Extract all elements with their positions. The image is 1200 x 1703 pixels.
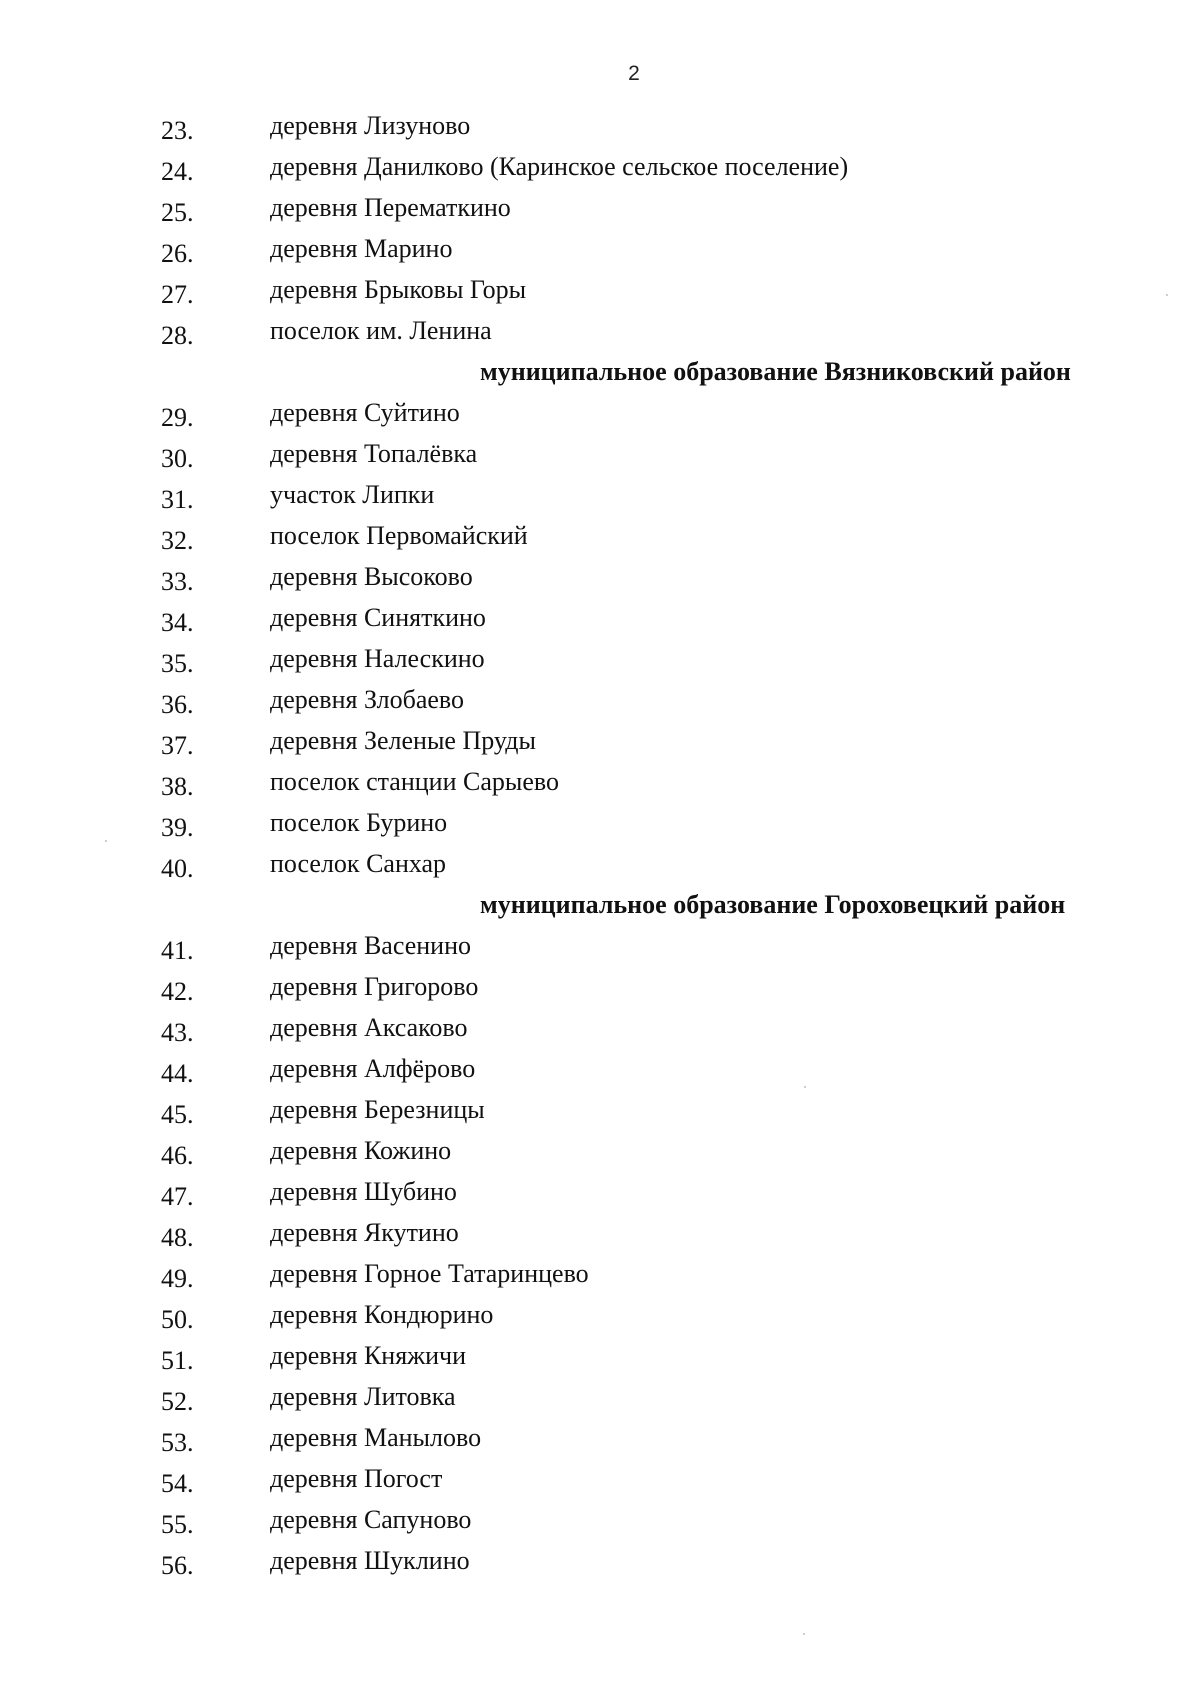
- item-number: 43.: [161, 1018, 194, 1047]
- section-heading: муниципальное образование Вязниковский район: [480, 357, 1071, 386]
- settlement-name: деревня Литовка: [270, 1382, 456, 1411]
- settlement-name: деревня Высоково: [270, 562, 473, 591]
- item-number: 23.: [161, 116, 194, 145]
- page-number: 2: [628, 62, 640, 85]
- list-item: [0, 433, 1200, 474]
- item-number: 39.: [161, 813, 194, 842]
- settlement-name: деревня Шуклино: [270, 1546, 470, 1575]
- settlement-name: деревня Синяткино: [270, 603, 486, 632]
- list-item: [0, 310, 1200, 351]
- settlement-name: деревня Григорово: [270, 972, 479, 1001]
- settlement-name: поселок им. Ленина: [270, 316, 492, 345]
- settlement-name: деревня Марино: [270, 234, 453, 263]
- item-number: 50.: [161, 1305, 194, 1334]
- list-item: [0, 1294, 1200, 1335]
- item-number: 31.: [161, 485, 194, 514]
- item-number: 24.: [161, 157, 194, 186]
- settlement-name: деревня Горное Татаринцево: [270, 1259, 589, 1288]
- list-item: [0, 1253, 1200, 1294]
- item-number: 35.: [161, 649, 194, 678]
- list-item: [0, 1089, 1200, 1130]
- item-number: 52.: [161, 1387, 194, 1416]
- list-item: [0, 556, 1200, 597]
- item-number: 47.: [161, 1182, 194, 1211]
- settlement-name: деревня Данилково (Каринское сельское поселение): [270, 152, 849, 181]
- list-item: [0, 1458, 1200, 1499]
- settlement-name: деревня Лизуново: [270, 111, 471, 140]
- settlement-name: деревня Кондюрино: [270, 1300, 494, 1329]
- item-number: 26.: [161, 239, 194, 268]
- settlement-name: деревня Зеленые Пруды: [270, 726, 536, 755]
- item-number: 29.: [161, 403, 194, 432]
- list-item: [0, 966, 1200, 1007]
- item-number: 38.: [161, 772, 194, 801]
- list-item: [0, 597, 1200, 638]
- list-item: [0, 1212, 1200, 1253]
- settlement-name: деревня Злобаево: [270, 685, 465, 714]
- item-number: 44.: [161, 1059, 194, 1088]
- list-item: [0, 187, 1200, 228]
- settlement-name: деревня Перематкино: [270, 193, 511, 222]
- section-heading: муниципальное образование Гороховецкий район: [480, 890, 1066, 919]
- list-item: [0, 761, 1200, 802]
- settlement-name: деревня Аксаково: [270, 1013, 468, 1042]
- item-number: 34.: [161, 608, 194, 637]
- settlement-name: деревня Кожино: [270, 1136, 452, 1165]
- list-item: [0, 146, 1200, 187]
- scan-speck: [105, 840, 107, 842]
- settlement-name: деревня Васенино: [270, 931, 471, 960]
- settlement-name: поселок Санхар: [270, 849, 447, 878]
- item-number: 45.: [161, 1100, 194, 1129]
- item-number: 49.: [161, 1264, 194, 1293]
- settlement-name: деревня Алфёрово: [270, 1054, 476, 1083]
- list-item: [0, 1130, 1200, 1171]
- list-item: [0, 802, 1200, 843]
- item-number: 54.: [161, 1469, 194, 1498]
- list-item: [0, 1335, 1200, 1376]
- list-item: [0, 105, 1200, 146]
- settlement-name: деревня Манылово: [270, 1423, 482, 1452]
- settlement-name: деревня Березницы: [270, 1095, 485, 1124]
- item-number: 55.: [161, 1510, 194, 1539]
- list-item: [0, 228, 1200, 269]
- item-number: 41.: [161, 936, 194, 965]
- list-item: [0, 638, 1200, 679]
- settlement-name: деревня Топалёвка: [270, 439, 478, 468]
- item-number: 46.: [161, 1141, 194, 1170]
- list-item: [0, 679, 1200, 720]
- settlement-name: деревня Брыковы Горы: [270, 275, 527, 304]
- scan-speck: [804, 1086, 806, 1088]
- settlement-name: деревня Княжичи: [270, 1341, 467, 1370]
- item-number: 33.: [161, 567, 194, 596]
- settlement-name: поселок Первомайский: [270, 521, 528, 550]
- item-number: 48.: [161, 1223, 194, 1252]
- settlement-name: поселок Бурино: [270, 808, 448, 837]
- item-number: 27.: [161, 280, 194, 309]
- item-number: 37.: [161, 731, 194, 760]
- list-item: [0, 1540, 1200, 1581]
- list-item: [0, 843, 1200, 884]
- list-item: [0, 1048, 1200, 1089]
- settlement-name: деревня Погост: [270, 1464, 443, 1493]
- list-item: [0, 720, 1200, 761]
- item-number: 53.: [161, 1428, 194, 1457]
- settlement-list: [0, 105, 1200, 1581]
- settlement-name: участок Липки: [270, 480, 435, 509]
- list-item: [0, 269, 1200, 310]
- item-number: 56.: [161, 1551, 194, 1580]
- item-number: 36.: [161, 690, 194, 719]
- list-item: [0, 1417, 1200, 1458]
- settlement-name: деревня Якутино: [270, 1218, 459, 1247]
- item-number: 51.: [161, 1346, 194, 1375]
- list-item: [0, 392, 1200, 433]
- settlement-name: деревня Шубино: [270, 1177, 457, 1206]
- list-item: [0, 1376, 1200, 1417]
- settlement-name: деревня Налескино: [270, 644, 485, 673]
- settlement-name: деревня Сапуново: [270, 1505, 472, 1534]
- item-number: 25.: [161, 198, 194, 227]
- list-item: [0, 925, 1200, 966]
- settlement-name: поселок станции Сарыево: [270, 767, 559, 796]
- list-item: [0, 515, 1200, 556]
- scan-speck: [803, 1633, 805, 1635]
- list-item: [0, 1171, 1200, 1212]
- list-item: [0, 474, 1200, 515]
- item-number: 42.: [161, 977, 194, 1006]
- scan-speck: [1166, 294, 1168, 296]
- item-number: 30.: [161, 444, 194, 473]
- item-number: 32.: [161, 526, 194, 555]
- list-item: [0, 1499, 1200, 1540]
- list-item: [0, 1007, 1200, 1048]
- item-number: 40.: [161, 854, 194, 883]
- item-number: 28.: [161, 321, 194, 350]
- settlement-name: деревня Суйтино: [270, 398, 460, 427]
